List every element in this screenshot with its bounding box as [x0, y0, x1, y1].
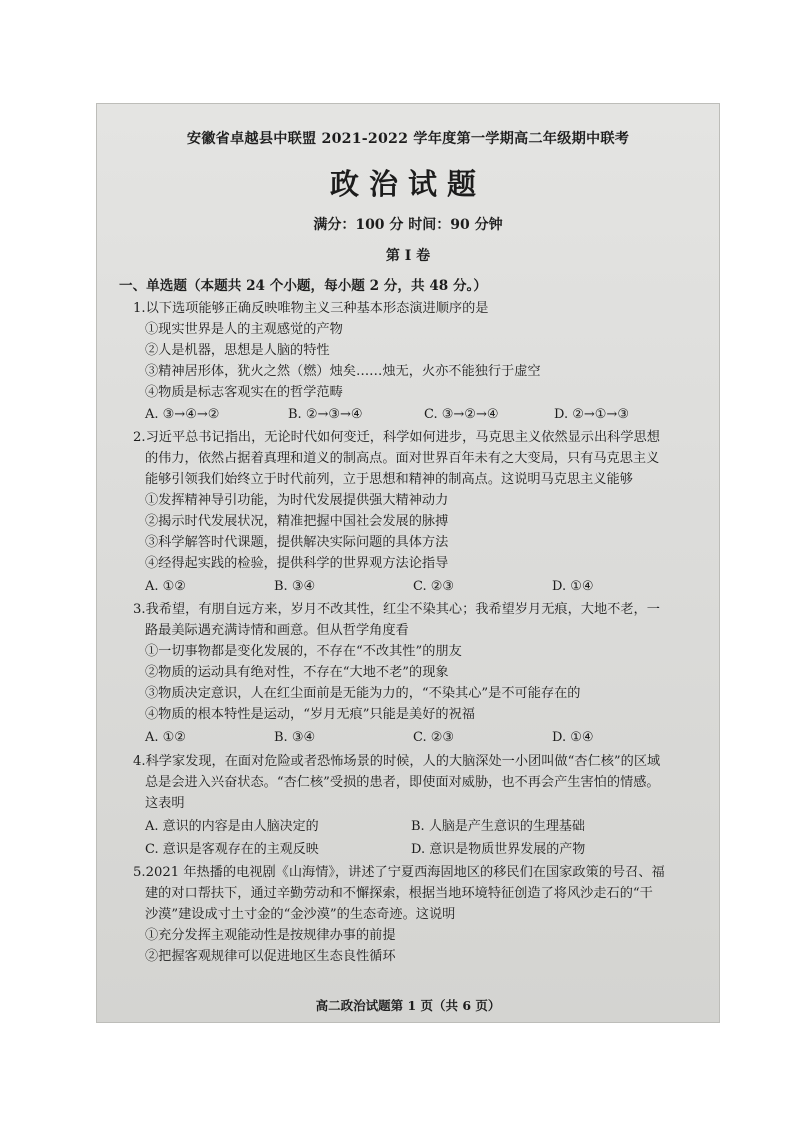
q3-option-a: A. ①②	[145, 730, 186, 745]
q4-option-c: C. 意识是客观存在的主观反映	[145, 842, 319, 857]
q1-item-2: ②人是机器，思想是人脑的特性	[145, 343, 330, 358]
q2-item-4: ④经得起实践的检验，提供科学的世界观方法论指导	[145, 556, 449, 571]
q1-item-1: ①现实世界是人的主观感觉的产物	[145, 322, 343, 337]
exam-paper	[96, 103, 720, 1023]
q1-option-b: B. ②→③→④	[288, 407, 363, 422]
question-4-stem-line-1: 4.科学家发现，在面对危险或者恐怖场景的时候，人的大脑深处一小团叫做“杏仁核”的区域	[133, 754, 661, 769]
q1-option-a: A. ③→④→②	[145, 407, 220, 422]
q5-item-1: ①充分发挥主观能动性是按规律办事的前提	[145, 928, 396, 943]
question-3-stem-line-1: 3.我希望，有朋自远方来，岁月不改其性，红尘不染其心；我希望岁月无痕，大地不老，一	[133, 602, 660, 617]
exam-meta: 满分：100 分 时间：90 分钟	[313, 217, 503, 233]
section-heading: 一、单选题（本题共 24 个小题，每小题 2 分，共 48 分。）	[119, 278, 487, 294]
q1-option-c: C. ③→②→④	[424, 407, 499, 422]
q3-option-c: C. ②③	[413, 730, 455, 745]
q2-item-1: ①发挥精神导引功能，为时代发展提供强大精神动力	[145, 493, 449, 508]
question-4-stem-line-2: 总是会进入兴奋状态。“杏仁核”受损的患者，即使面对威胁，也不再会产生害怕的情感。	[145, 775, 660, 790]
q3-option-b: B. ③④	[274, 730, 316, 745]
q3-option-d: D. ①④	[552, 730, 594, 745]
q1-item-4: ④物质是标志客观实在的哲学范畴	[145, 385, 343, 400]
q2-option-a: A. ①②	[145, 579, 186, 594]
page-footer: 高二政治试题第 1 页（共 6 页）	[315, 998, 501, 1013]
question-4-stem-line-3: 这表明	[145, 796, 185, 811]
q2-option-c: C. ②③	[413, 579, 455, 594]
exam-title: 安徽省卓越县中联盟 2021-2022 学年度第一学期高二年级期中联考	[186, 131, 630, 147]
subject-title: 政治试题	[329, 167, 486, 201]
q3-item-2: ②物质的运动具有绝对性，不存在“大地不老”的现象	[145, 665, 449, 680]
question-5-stem-line-3: 沙漠”建设成寸土寸金的“金沙漠”的生态奇迹。这说明	[145, 907, 456, 922]
q2-item-2: ②揭示时代发展状况，精准把握中国社会发展的脉搏	[145, 514, 449, 529]
question-2-stem-line-2: 的伟力，依然占据着真理和道义的制高点。面对世界百年未有之大变局，只有马克思主义	[145, 451, 660, 466]
question-3-stem-line-2: 路最美际遇充满诗情和画意。但从哲学角度看	[145, 623, 409, 638]
question-5-stem-line-1: 5.2021 年热播的电视剧《山海情》，讲述了宁夏西海固地区的移民们在国家政策的号召、福	[133, 865, 665, 880]
q1-item-3: ③精神居形体，犹火之然（燃）烛矣……烛无，火亦不能独行于虚空	[145, 364, 541, 379]
volume-label: 第 I 卷	[385, 248, 431, 264]
question-5-stem-line-2: 建的对口帮扶下，通过辛勤劳动和不懈探索，根据当地环境特征创造了将风沙走石的“干	[145, 886, 653, 901]
q3-item-3: ③物质决定意识，人在红尘面前是无能为力的，“不染其心”是不可能存在的	[145, 686, 581, 701]
q3-item-4: ④物质的根本特性是运动，“岁月无痕”只能是美好的祝福	[145, 707, 475, 722]
q4-option-d: D. 意识是物质世界发展的产物	[411, 842, 586, 857]
question-2-stem-line-3: 能够引领我们始终立于时代前列，立于思想和精神的制高点。这说明马克思主义能够	[145, 472, 633, 487]
q4-option-a: A. 意识的内容是由人脑决定的	[145, 819, 319, 834]
question-1-stem: 1.以下选项能够正确反映唯物主义三种基本形态演进顺序的是	[133, 301, 489, 316]
q3-item-1: ①一切事物都是变化发展的，不存在“不改其性”的朋友	[145, 644, 462, 659]
q4-option-b: B. 人脑是产生意识的生理基础	[411, 819, 585, 834]
q2-item-3: ③科学解答时代课题，提供解决实际问题的具体方法	[145, 535, 449, 550]
question-2-stem-line-1: 2.习近平总书记指出，无论时代如何变迁，科学如何进步，马克思主义依然显示出科学思想	[133, 430, 660, 445]
q2-option-b: B. ③④	[274, 579, 316, 594]
q5-item-2: ②把握客观规律可以促进地区生态良性循环	[145, 949, 396, 964]
q2-option-d: D. ①④	[552, 579, 594, 594]
q1-option-d: D. ②→①→③	[554, 407, 629, 422]
